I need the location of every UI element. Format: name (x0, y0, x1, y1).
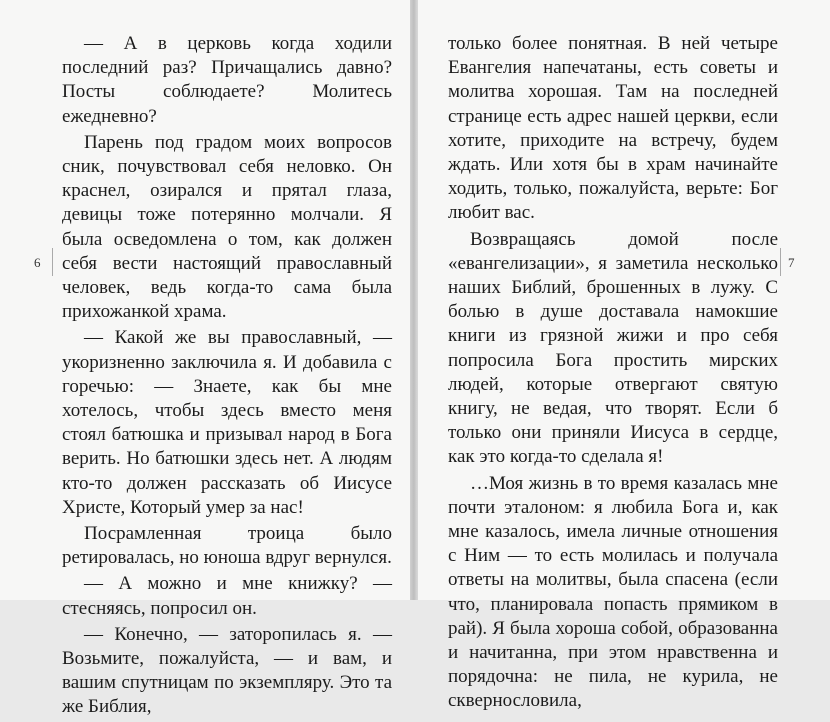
folio-tick-right (780, 248, 781, 276)
paragraph: Посрамленная троица было ретировалась, но юноша вдруг вернулся. (62, 523, 392, 569)
paragraph: Возвращаясь домой после «евангелизации», я заметила несколько наших Библий, брошенных в лужу. С болью в душе доставала намокшие книги из грязной жижи и про себя попросила Бога простить мирских людей, которые отвергают святую книгу, не ведая, что творят. Если б только они приняли Иисуса в сердце, как это когда-то сделала я! (448, 228, 778, 468)
right-page-text (448, 32, 778, 716)
right-page (418, 0, 830, 712)
paragraph: — Конечно, — заторопилась я. — Возьмите, пожалуйста, — и вам, и вашим спутницам по экземпляру. Это та же Библия, (62, 623, 392, 718)
page-number-right: 7 (788, 255, 795, 270)
paragraph: только более понятная. В ней четыре Евангелия напечатаны, есть советы и молитва хорошая. Там на последней странице есть адрес нашей церкви, если хотите, приходите на встречу, будем ждать. Или хотя бы в храм начинайте ходить, только, пожалуйста, верьте: Бог любит вас. (448, 33, 778, 224)
paragraph: — Какой же вы православный, — укоризненно заключила я. И добавила с горечью: — Знаете, как бы мне хотелось, чтобы здесь вместо меня стоял батюшка и призывал народ в Бога верить. Но батюшки здесь нет. А людям кто-то должен рассказать об Иисусе Христе, Который умер за нас! (62, 327, 392, 518)
paragraph: — А можно и мне книжку? — стесняясь, попросил он. (62, 573, 392, 619)
left-page-text (62, 32, 392, 722)
page-number-left: 6 (34, 255, 41, 270)
paragraph: …Моя жизнь в то время казалась мне почти эталоном: я любила Бога и, как мне казалось, имела личные отношения с Ним — то есть молилась и получала ответы на молитвы, была спасена (если что, планировала попасть прямиком в рай). Я была хороша собой, образованна и начитанна, при этом нравственна и порядочна: не пила, не курила, не сквернословила, (448, 472, 778, 712)
folio-tick-left (52, 248, 53, 276)
paragraph: Парень под градом моих вопросов сник, почувствовал себя неловко. Он краснел, озирался и прятал глаза, девицы тоже потерянно молчали. Я была осведомлена о том, как должен себя вести настоящий православный человек, ведь когда-то сама была прихожанкой храма. (62, 131, 392, 323)
left-page (0, 0, 412, 718)
paragraph: — А в церковь когда ходили последний раз? Причащались давно? Посты соблюдаете? Молитесь ежедневно? (62, 33, 392, 127)
